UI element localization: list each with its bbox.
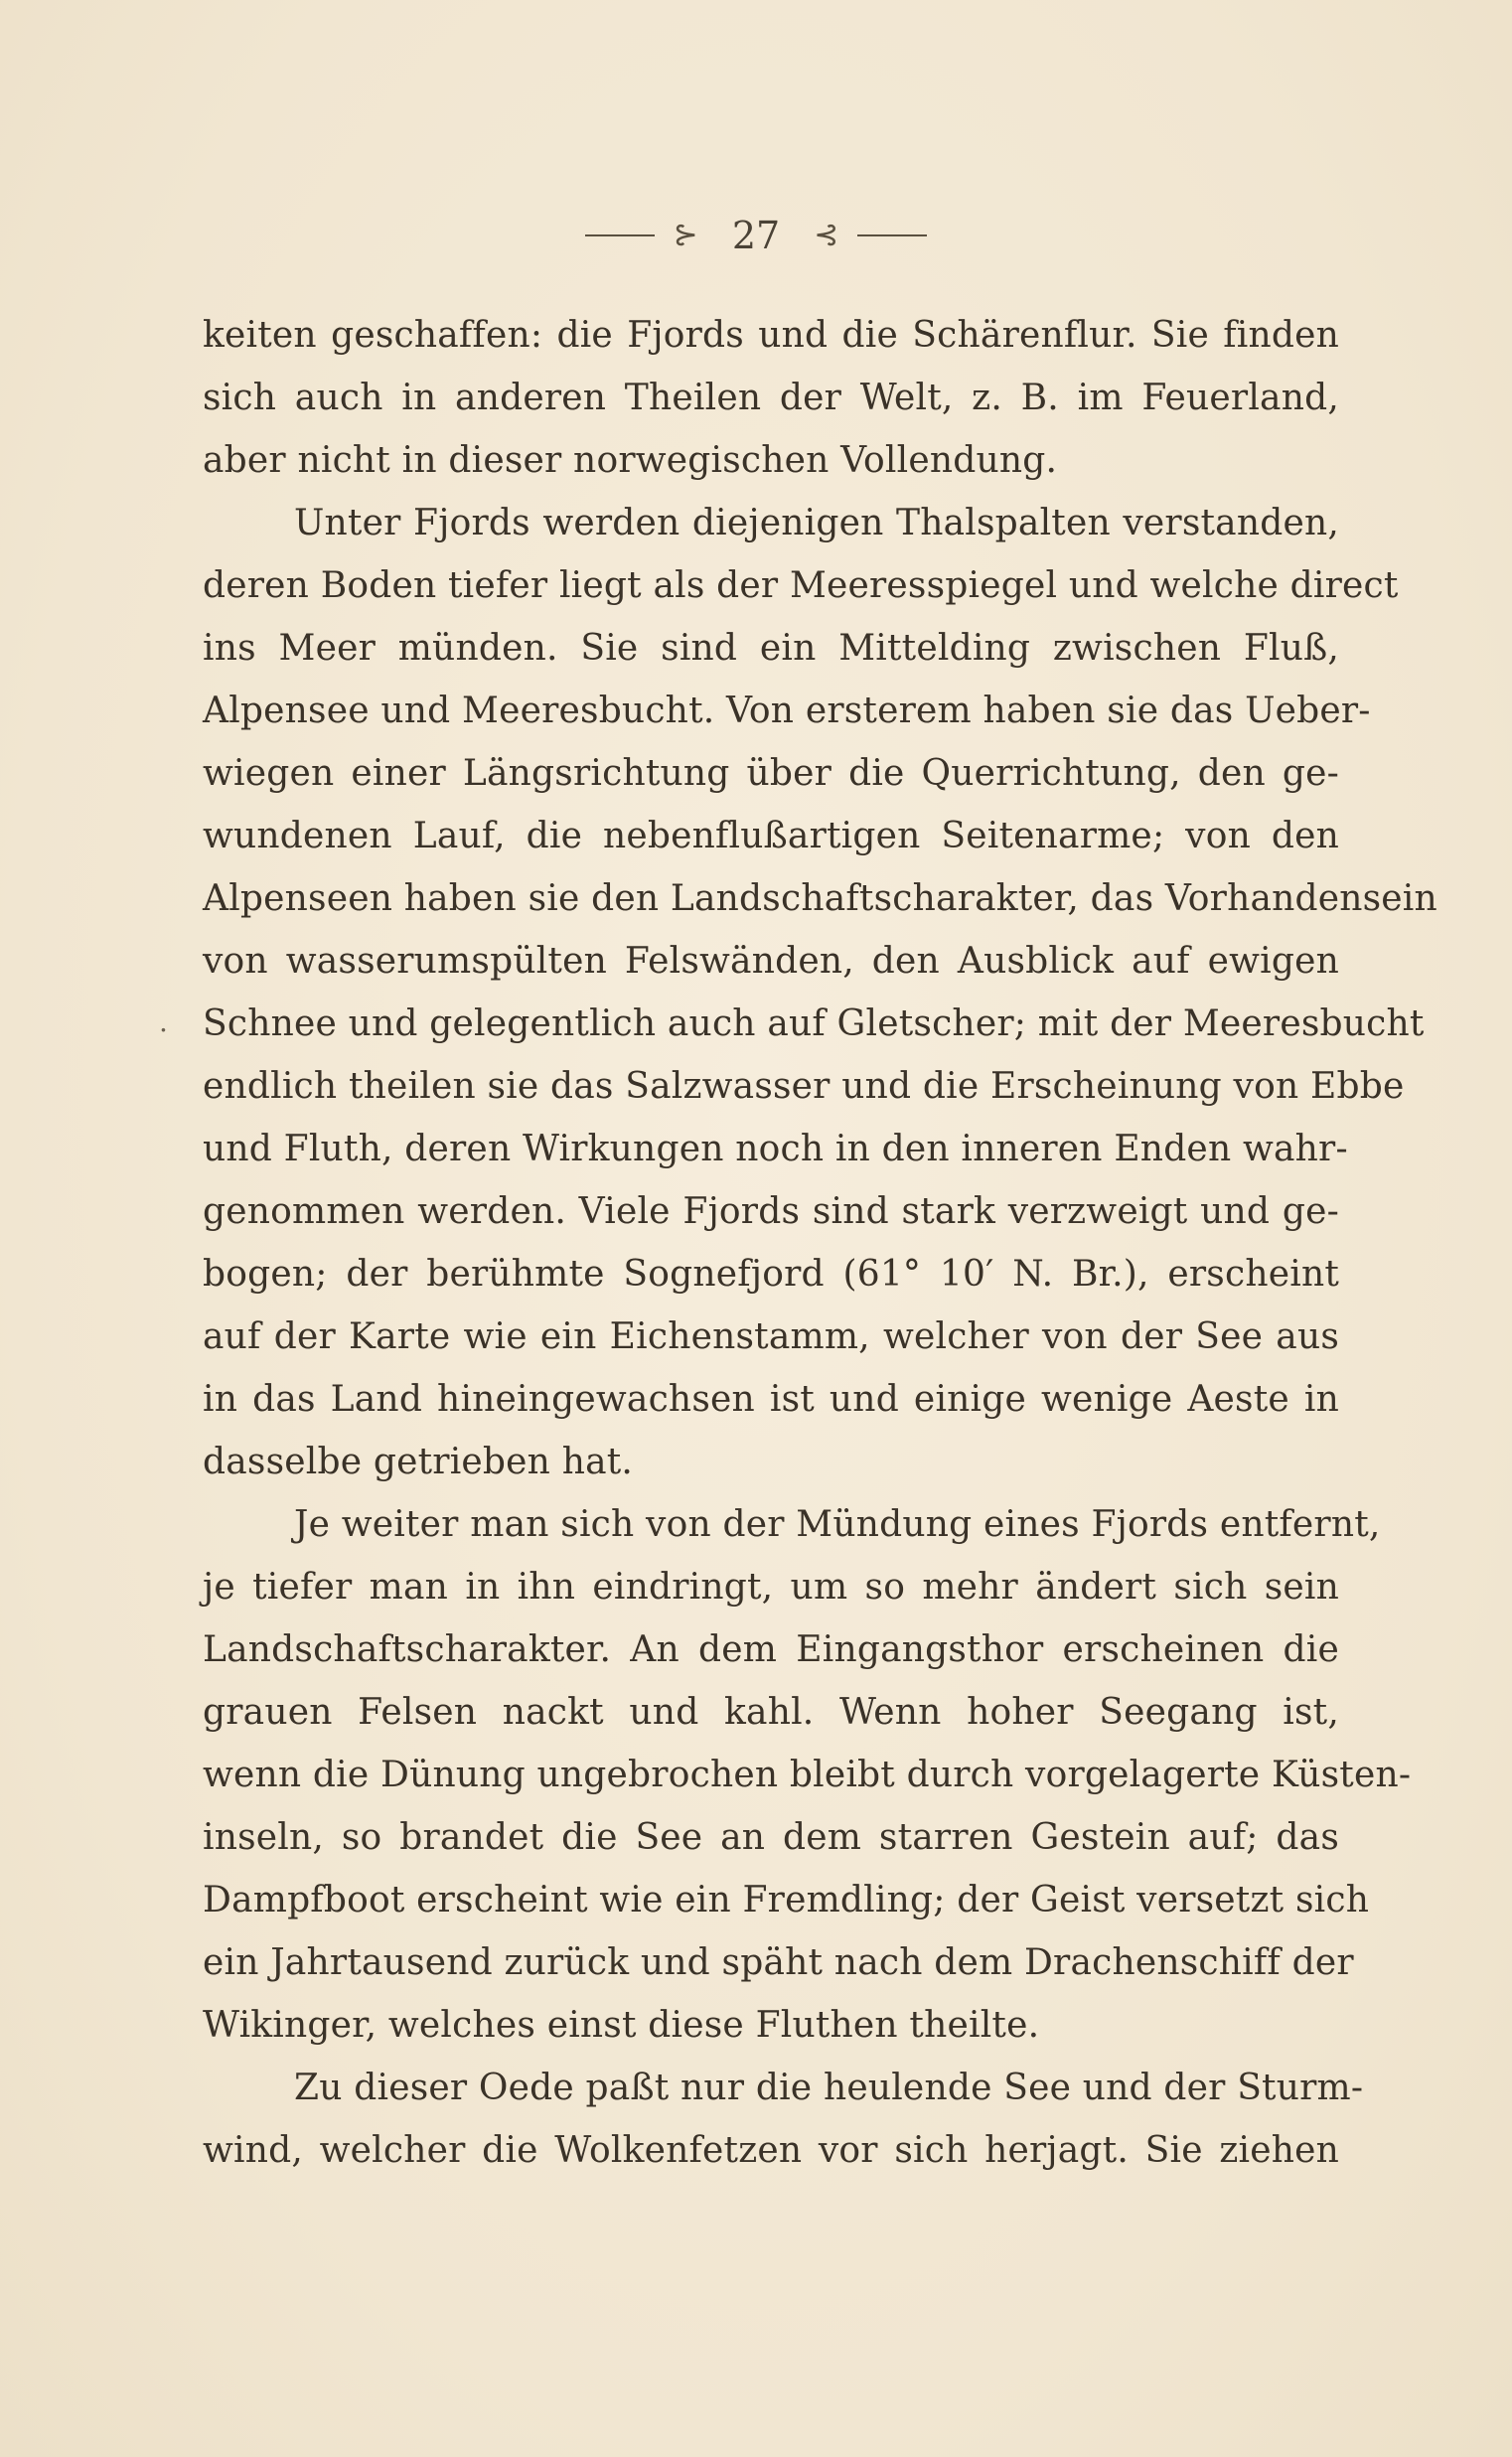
ornament-left-icon: ⊱ [673, 217, 698, 252]
text-line: dasselbe getrieben hat. [203, 1442, 634, 1482]
text-line: von wasserumspülten Felswänden, den Ausblick auf ewigen [203, 941, 1339, 982]
text-line: Unter Fjords werden diejenigen Thalspalten verstanden, [294, 503, 1339, 543]
text-line: wind, welcher die Wolkenfetzen vor sich herjagt. Sie ziehen [203, 2130, 1339, 2171]
text-line: und Fluth, deren Wirkungen noch in den inneren Enden wahr- [203, 1129, 1348, 1169]
text-line: wiegen einer Längsrichtung über die Querrichtung, den ge- [203, 753, 1339, 794]
text-line: in das Land hineingewachsen ist und einige wenige Aeste in [203, 1379, 1339, 1420]
text-line: endlich theilen sie das Salzwasser und die Erscheinung von Ebbe [203, 1066, 1405, 1107]
body-text [203, 304, 1437, 2182]
header-rule-right [857, 234, 927, 236]
text-line: aber nicht in dieser norwegischen Vollendung. [203, 440, 1058, 481]
text-line: Schnee und gelegentlich auch auf Gletscher; mit der Meeresbucht [203, 1003, 1425, 1044]
text-line: deren Boden tiefer liegt als der Meeresspiegel und welche direct [203, 565, 1399, 606]
text-line: ein Jahrtausend zurück und späht nach dem Drachenschiff der [203, 1942, 1354, 1983]
page-header [0, 207, 1512, 260]
text-line: Je weiter man sich von der Mündung eines Fjords entfernt, [294, 1504, 1381, 1545]
text-line: wundenen Lauf, die nebenflußartigen Seitenarme; von den [203, 816, 1339, 856]
text-line: Landschaftscharakter. An dem Eingangsthor erscheinen die [203, 1629, 1339, 1670]
header-rule-left [585, 234, 655, 236]
text-line: Wikinger, welches einst diese Fluthen theilte. [203, 2005, 1040, 2046]
text-line: keiten geschaffen: die Fjords und die Schärenflur. Sie finden [203, 315, 1339, 356]
text-line: grauen Felsen nackt und kahl. Wenn hoher Seegang ist, [203, 1692, 1339, 1733]
text-line: Alpensee und Meeresbucht. Von ersterem haben sie das Ueber- [203, 691, 1371, 731]
text-line: wenn die Dünung ungebrochen bleibt durch vorgelagerte Küsten- [203, 1755, 1412, 1795]
text-line: je tiefer man in ihn eindringt, um so mehr ändert sich sein [203, 1567, 1339, 1608]
page-number: 27 [731, 213, 781, 257]
margin-dot: . [159, 1005, 168, 1038]
text-line: sich auch in anderen Theilen der Welt, z. B. im Feuerland, [203, 378, 1339, 418]
text-line: ins Meer münden. Sie sind ein Mittelding zwischen Fluß, [203, 628, 1339, 669]
text-line: genommen werden. Viele Fjords sind stark verzweigt und ge- [203, 1191, 1339, 1232]
text-line: inseln, so brandet die See an dem starren Gestein auf; das [203, 1817, 1339, 1858]
text-line: Zu dieser Oede paßt nur die heulende See und der Sturm- [294, 2068, 1364, 2108]
text-line: Alpenseen haben sie den Landschaftscharakter, das Vorhandensein [203, 878, 1437, 919]
text-line: bogen; der berühmte Sognefjord (61° 10′ N. Br.), erscheint [203, 1254, 1339, 1295]
text-line: Dampfboot erscheint wie ein Fremdling; der Geist versetzt sich [203, 1880, 1370, 1920]
ornament-right-icon: ⊰ [814, 217, 839, 252]
text-line: auf der Karte wie ein Eichenstamm, welcher von der See aus [203, 1316, 1339, 1357]
